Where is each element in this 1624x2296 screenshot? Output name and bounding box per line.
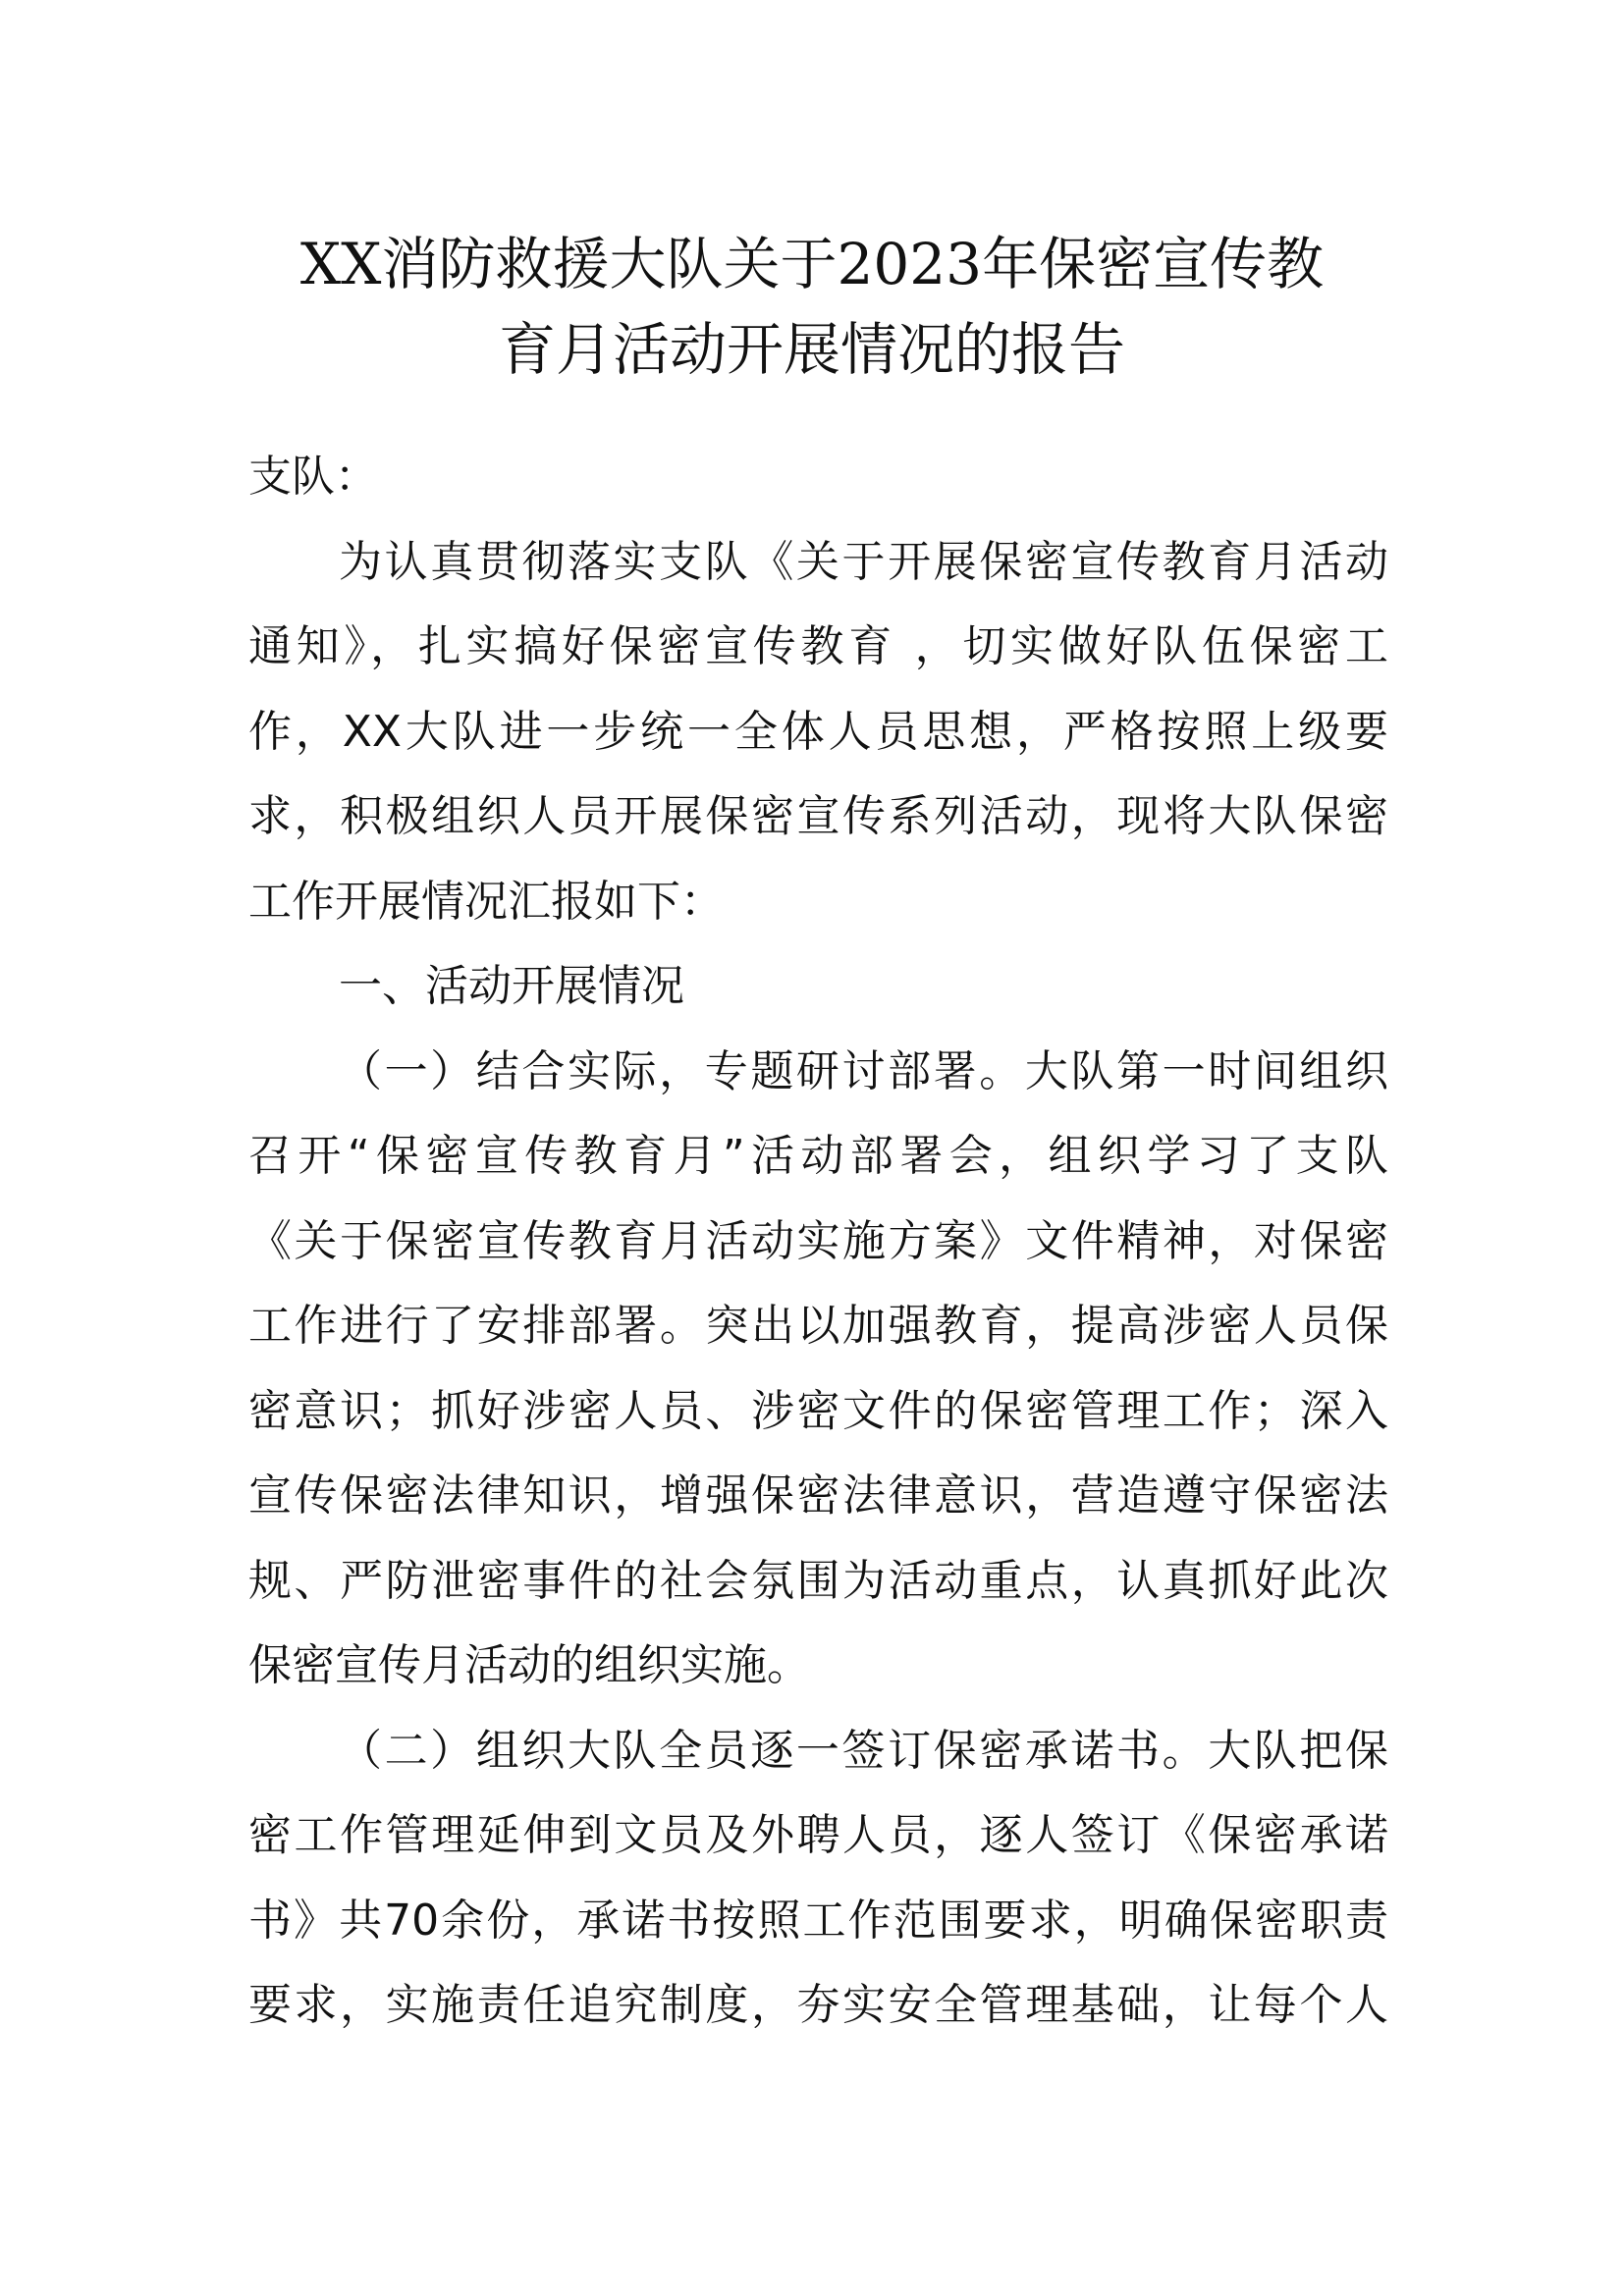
- text-line: 要求，实施责任追究制度，夯实安全管理基础，让每个人: [248, 1980, 1388, 2030]
- text-line: 书》共70余份，承诺书按照工作范围要求，明确保密职责: [248, 1895, 1388, 1946]
- text-line: （二）组织大队全员逐一签订保密承诺书。大队把保: [339, 1725, 1388, 1776]
- section-heading: 一、活动开展情况: [339, 961, 684, 1011]
- text-line: 密工作管理延伸到文员及外聘人员，逐人签订《保密承诺: [248, 1810, 1388, 1860]
- text-line: 作，XX大队进一步统一全体人员思想，严格按照上级要: [248, 706, 1388, 757]
- document-title-line-1: XX消防救援大队关于2023年保密宣传教: [299, 231, 1325, 297]
- text-line: 《关于保密宣传教育月活动实施方案》文件精神，对保密: [248, 1215, 1388, 1266]
- document-body: [248, 435, 1388, 2049]
- text-line: 工作进行了安排部署。突出以加强教育，提高涉密人员保: [248, 1301, 1388, 1351]
- text-line: 为认真贯彻落实支队《关于开展保密宣传教育月活动: [339, 536, 1388, 587]
- text-line: 保密宣传月活动的组织实施。: [248, 1640, 810, 1690]
- salutation: 支队：: [248, 452, 378, 502]
- text-line: （一）结合实际，专题研讨部署。大队第一时间组织: [339, 1045, 1388, 1096]
- document-title-line-2: 育月活动开展情况的报告: [498, 316, 1125, 383]
- text-line: 宣传保密法律知识，增强保密法律意识，营造遵守保密法: [248, 1470, 1388, 1521]
- text-line: 规、严防泄密事件的社会氛围为活动重点，认真抓好此次: [248, 1555, 1388, 1606]
- text-line: 通知》，扎实搞好保密宣传教育 ，切实做好队伍保密工: [248, 621, 1388, 671]
- text-line: 工作开展情况汇报如下：: [248, 876, 724, 927]
- text-line: 密意识；抓好涉密人员、涉密文件的保密管理工作；深入: [248, 1385, 1388, 1436]
- text-line: 召开“保密宣传教育月”活动部署会，组织学习了支队: [248, 1131, 1388, 1181]
- text-line: 求，积极组织人员开展保密宣传系列活动，现将大队保密: [248, 791, 1388, 841]
